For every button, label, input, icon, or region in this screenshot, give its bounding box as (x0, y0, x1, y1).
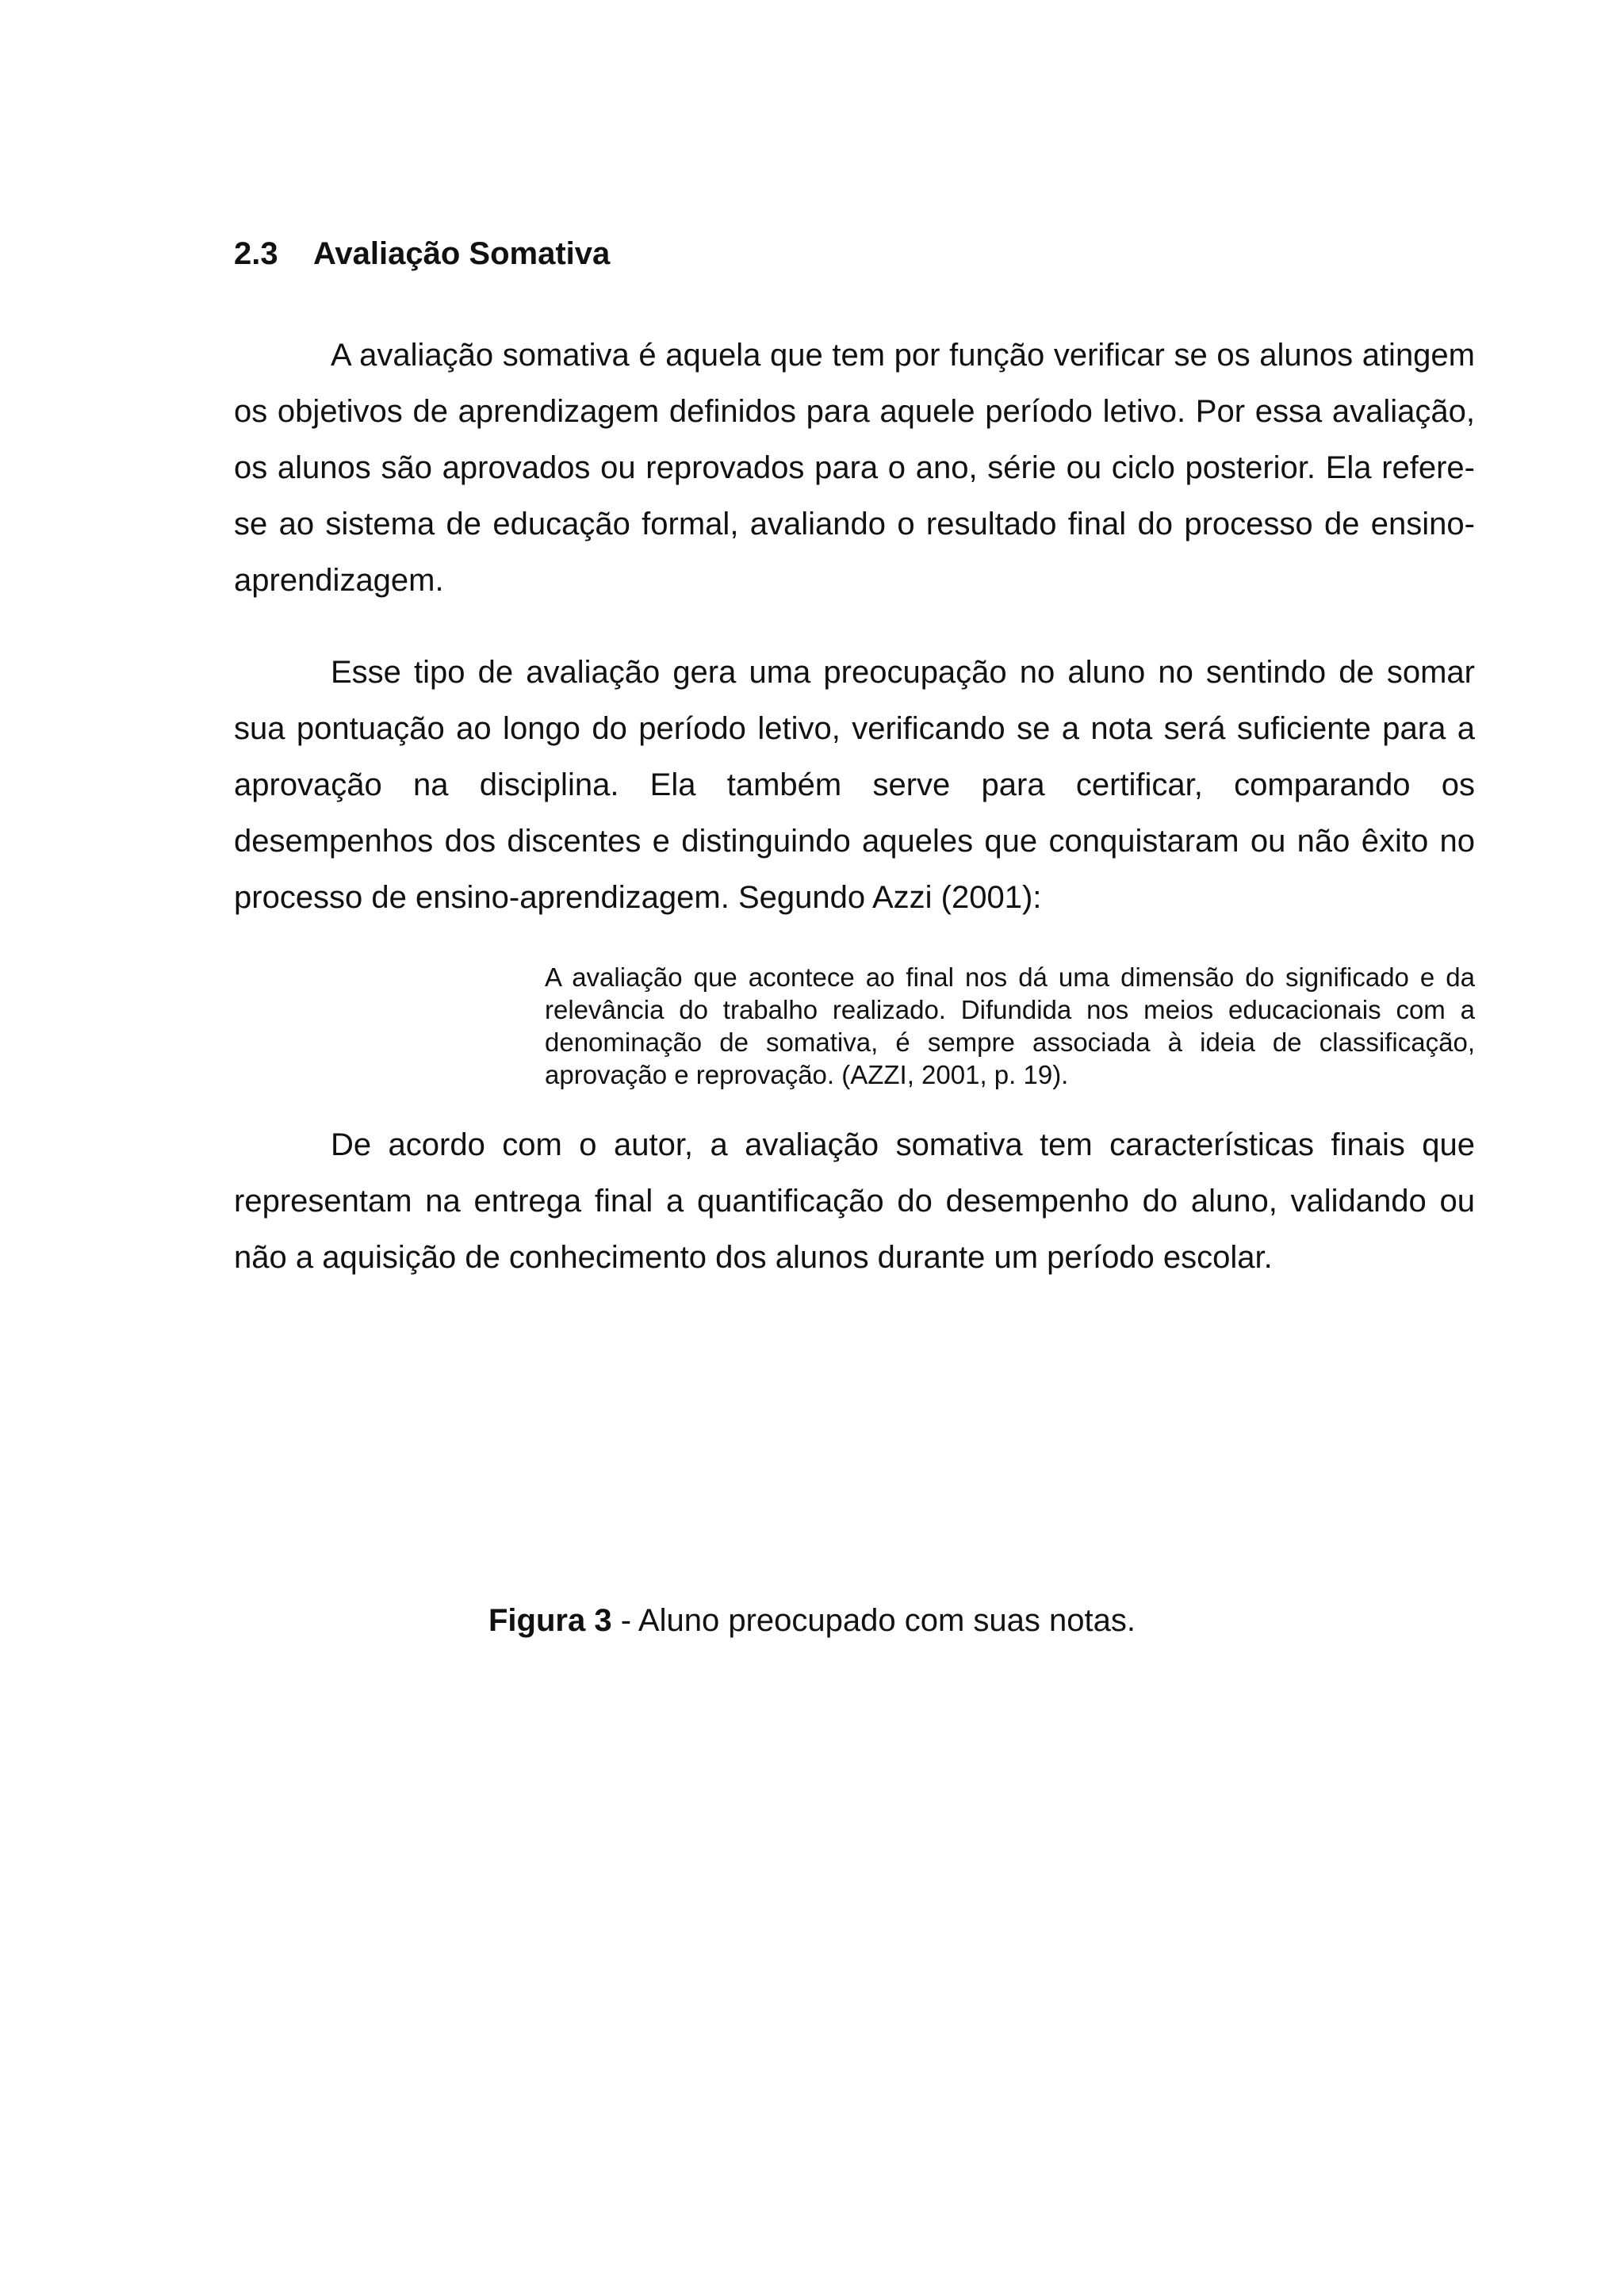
paragraph-1: A avaliação somativa é aquela que tem por função verificar se os alunos atingem os objetivos de aprendizagem definidos para aquele período letivo. Por essa avaliação, os alunos são aprovados ou reprovados para o ano, série ou ciclo posterior. Ela refere-se ao sistema de educação formal, avaliando o resultado final do processo de ensino-aprendizagem. (234, 338, 1475, 598)
block-quotation: A avaliação que acontece ao final nos dá uma dimensão do significado e da relevância do trabalho realizado. Difundida nos meios educacionais com a denominação de somativa, é sempre associada à ideia de classificação, aprovação e reprovação. (AZZI, 2001, p. 19). (545, 962, 1475, 1089)
figure-label: Figura 3 (488, 1603, 612, 1638)
section-heading (234, 230, 610, 277)
figure-caption-separator: - (611, 1603, 638, 1638)
figure-caption-text: Aluno preocupado com suas notas. (638, 1603, 1136, 1638)
figure-caption (0, 1597, 1624, 1644)
section-title: Avaliação Somativa (313, 236, 611, 271)
paragraph-3: De acordo com o autor, a avaliação somativa tem características finais que representam na entrega final a quantificação do desempenho do aluno, validando ou não a aquisição de conhecimento dos alunos durante um período escolar. (234, 1127, 1475, 1275)
section-number: 2.3 (234, 236, 278, 271)
paragraph-2: Esse tipo de avaliação gera uma preocupação no aluno no sentindo de somar sua pontuação ao longo do período letivo, verificando se a nota será suficiente para a aprovação na disciplina. Ela também serve para certificar, comparando os desempenhos dos discentes e distinguindo aqueles que conquistaram ou não êxito no processo de ensino-aprendizagem. Segundo Azzi (2001): (234, 655, 1475, 915)
